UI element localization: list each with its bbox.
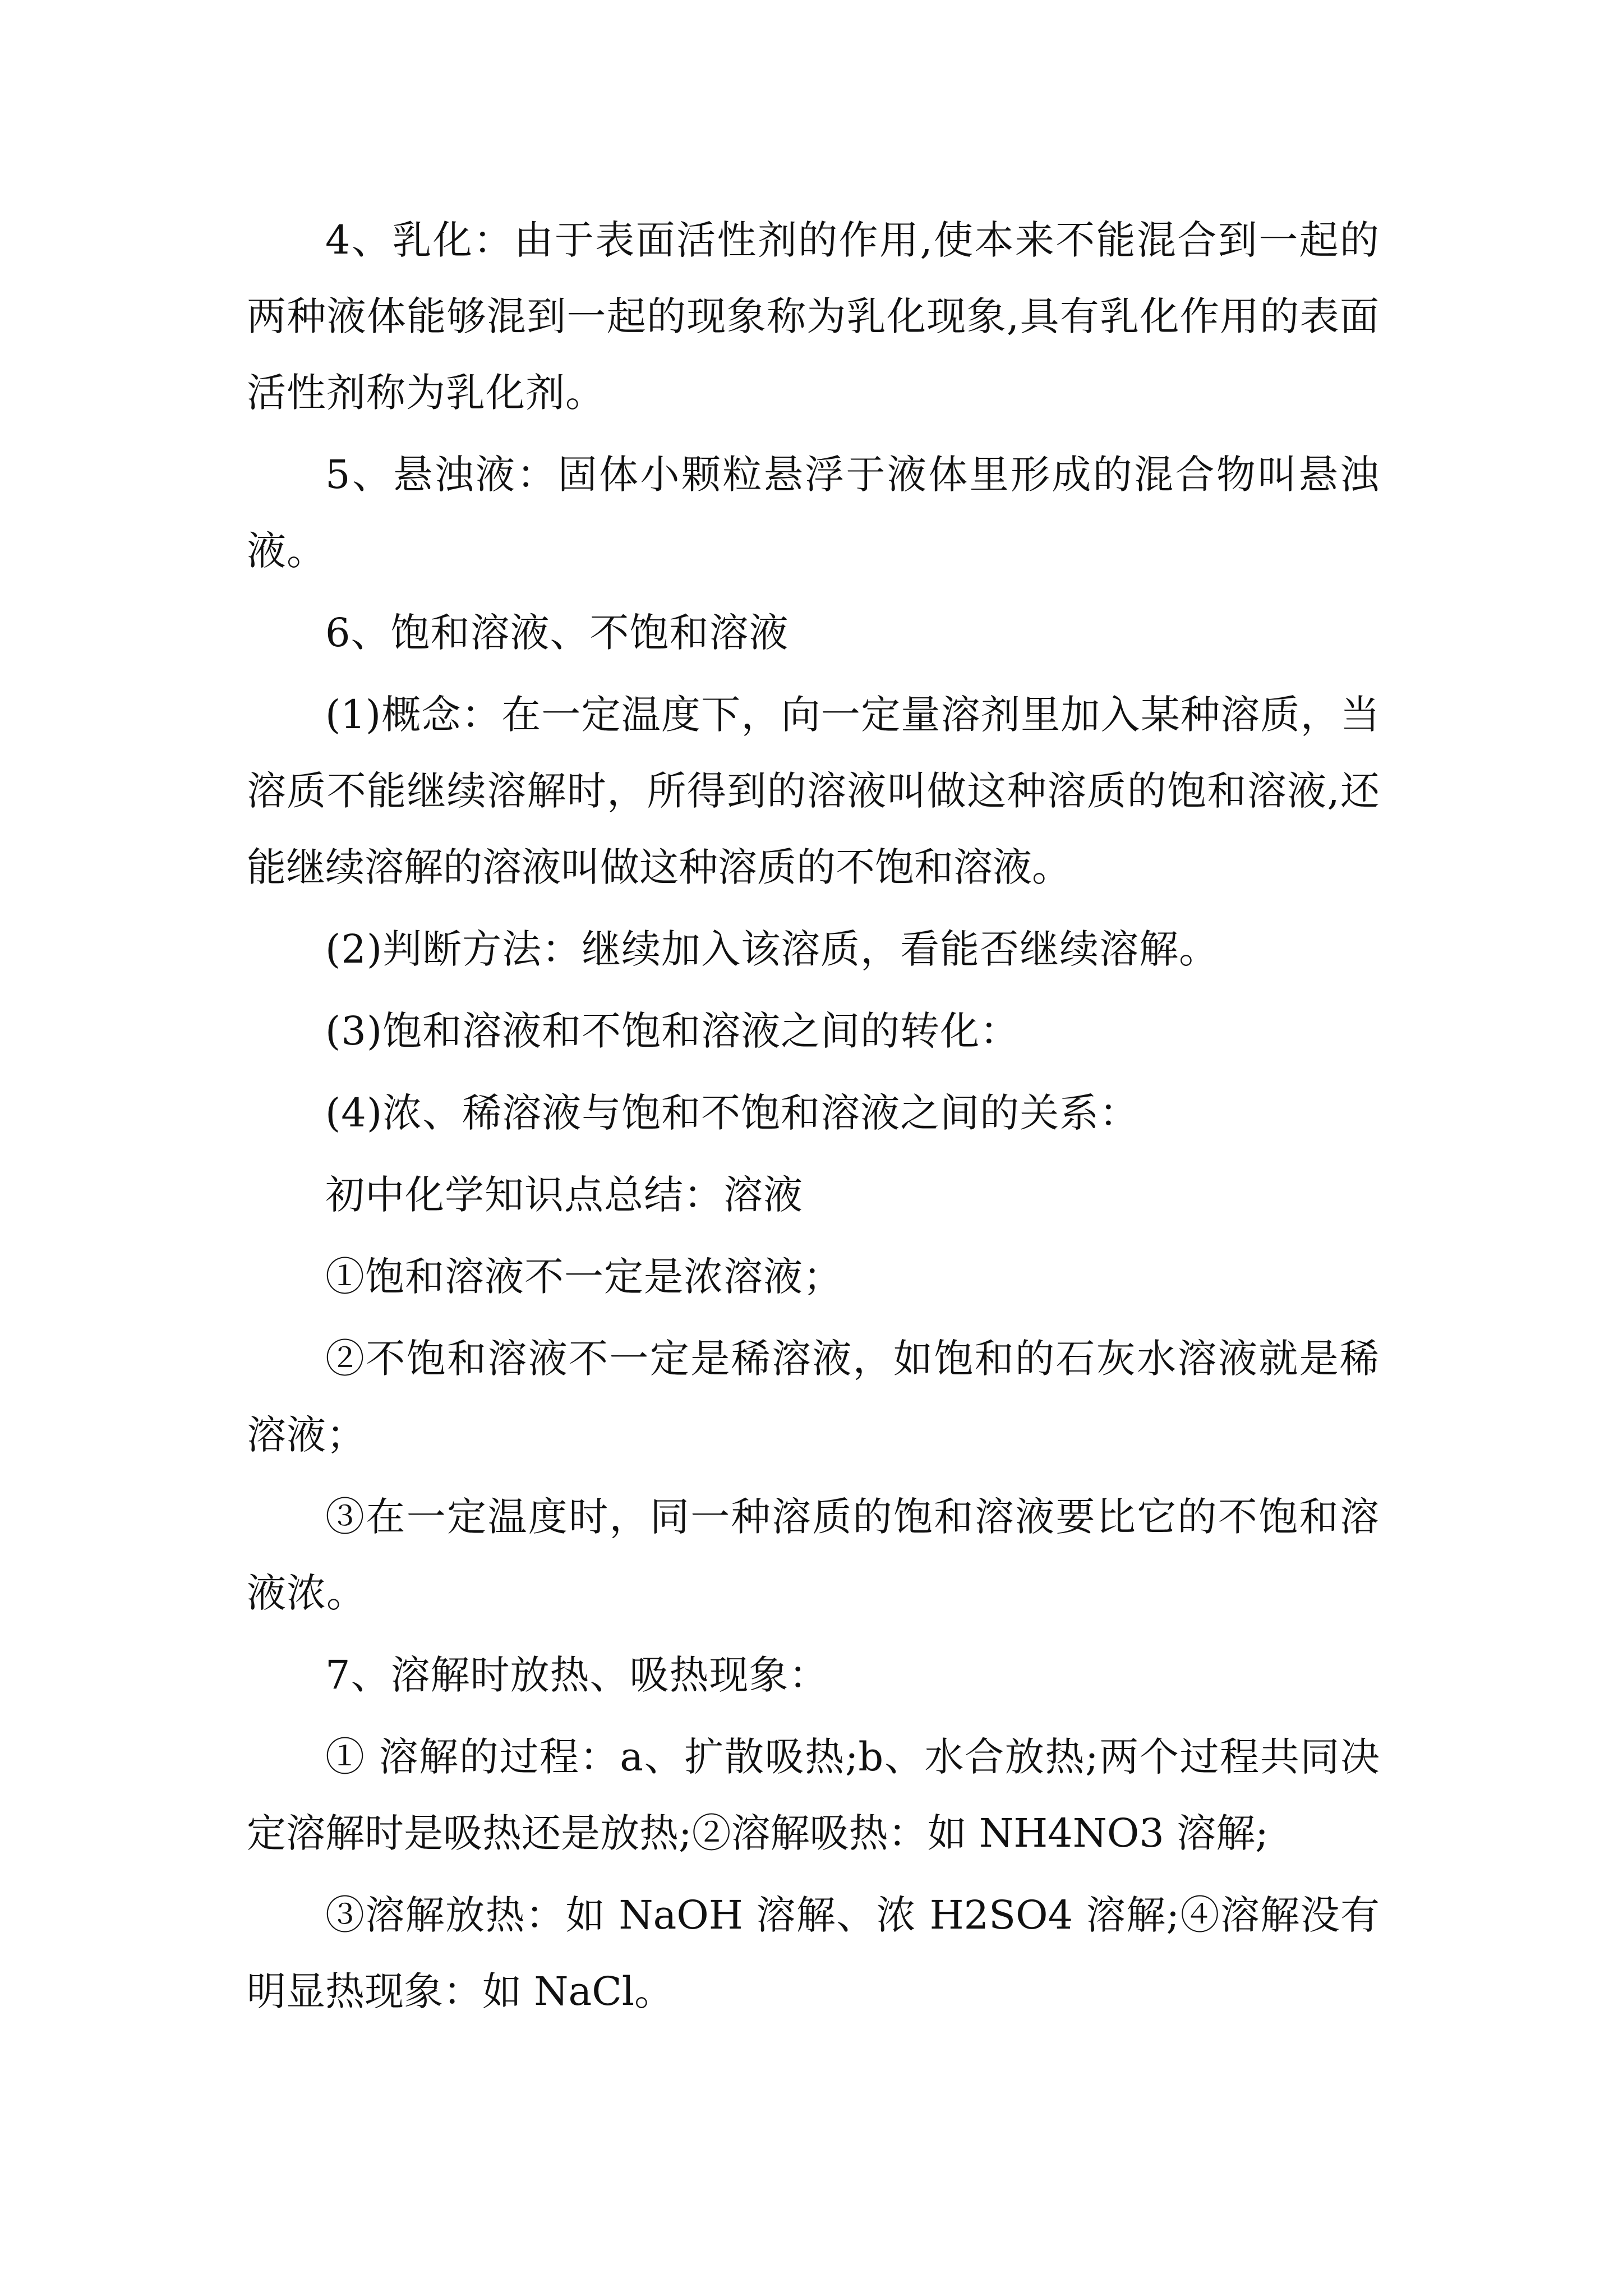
paragraph-summary-title: 初中化学知识点总结：溶液	[325, 1172, 803, 1218]
paragraph-relationship: (4)浓、稀溶液与饱和不饱和溶液之间的关系：	[325, 1090, 1140, 1136]
paragraph-point-2: ②不饱和溶液不一定是稀溶液，如饱和的石灰水溶液就是稀溶液；	[247, 1336, 1380, 1458]
paragraph-heat-heading: 7、溶解时放热、吸热现象：	[325, 1652, 829, 1698]
paragraph-saturated-heading: 6、饱和溶液、不饱和溶液	[325, 610, 789, 656]
paragraph-concept: (1)概念：在一定温度下，向一定量溶剂里加入某种溶质，当溶质不能继续溶解时，所得到的溶液叫做这种溶质的饱和溶液,还能继续溶解的溶液叫做这种溶质的不饱和溶液。	[247, 692, 1380, 890]
paragraph-point-3: ③在一定温度时，同一种溶质的饱和溶液要比它的不饱和溶液浓。	[247, 1494, 1380, 1616]
document-body	[247, 202, 1380, 2035]
paragraph-dissolving-process: ① 溶解的过程：a、扩散吸热;b、水合放热;两个过程共同决定溶解时是吸热还是放热;②溶解吸热：如 NH4NO3 溶解;	[247, 1734, 1380, 1856]
paragraph-judgement-method: (2)判断方法：继续加入该溶质，看能否继续溶解。	[325, 926, 1219, 972]
paragraph-point-1: ①饱和溶液不一定是浓溶液；	[325, 1254, 843, 1300]
paragraph-conversion: (3)饱和溶液和不饱和溶液之间的转化：	[325, 1008, 1020, 1054]
paragraph-dissolving-heat: ③溶解放热：如 NaOH 溶解、浓 H2SO4 溶解;④溶解没有明显热现象：如 NaCl。	[247, 1892, 1380, 2014]
paragraph-suspension: 5、悬浊液：固体小颗粒悬浮于液体里形成的混合物叫悬浊液。	[247, 452, 1380, 574]
paragraph-emulsification: 4、乳化：由于表面活性剂的作用,使本来不能混合到一起的两种液体能够混到一起的现象称为乳化现象,具有乳化作用的表面活性剂称为乳化剂。	[247, 217, 1380, 416]
